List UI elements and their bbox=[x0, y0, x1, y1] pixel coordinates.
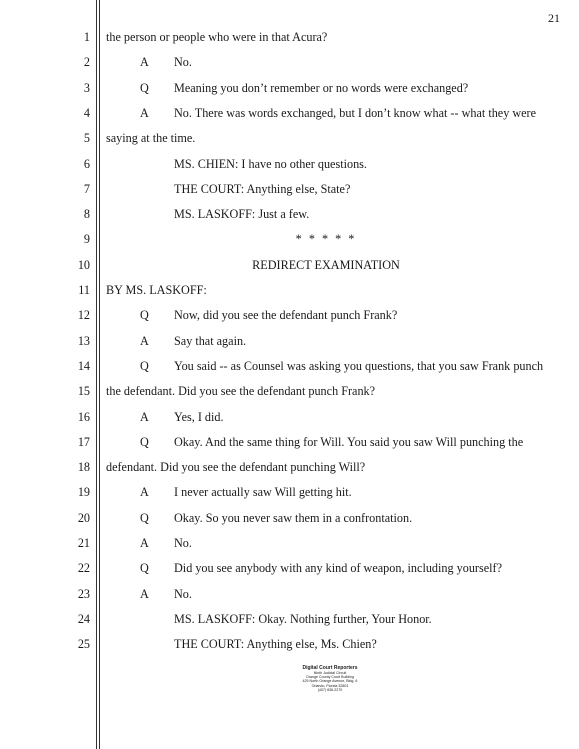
line-text: * * * * * bbox=[295, 232, 357, 247]
reporter-stamp-line: Orange County Court Building bbox=[306, 675, 354, 680]
transcript-line bbox=[0, 508, 579, 528]
reporter-stamp-line: Orlando, Florida 32801 bbox=[311, 683, 349, 688]
line-number: 13 bbox=[77, 333, 90, 348]
speaker-label: A bbox=[140, 333, 149, 348]
page-number: 21 bbox=[548, 11, 560, 25]
line-number: 9 bbox=[83, 232, 90, 247]
transcript-line bbox=[0, 584, 579, 604]
transcript-line bbox=[0, 179, 579, 199]
transcript-line bbox=[0, 78, 579, 98]
line-number: 2 bbox=[83, 55, 90, 70]
reporter-stamp bbox=[280, 665, 380, 692]
line-number: 14 bbox=[77, 358, 90, 373]
line-text: BY MS. LASKOFF: bbox=[106, 283, 207, 297]
transcript-line bbox=[0, 305, 579, 325]
transcript-line bbox=[0, 457, 579, 477]
line-number: 19 bbox=[77, 485, 90, 500]
speaker-label: A bbox=[140, 55, 149, 70]
transcript-line bbox=[0, 432, 579, 452]
line-text: No. bbox=[174, 586, 192, 601]
line-number: 25 bbox=[77, 637, 90, 652]
line-number: 1 bbox=[83, 30, 90, 44]
line-number: 12 bbox=[77, 308, 90, 323]
speaker-label: A bbox=[140, 409, 149, 424]
speaker-label: Q bbox=[140, 561, 149, 576]
line-text: the defendant. Did you see the defendant punch Frank? bbox=[106, 384, 376, 399]
transcript-line bbox=[0, 27, 579, 47]
reporter-stamp-line: (407) 836-2270 bbox=[317, 687, 343, 692]
transcript-line bbox=[0, 255, 579, 275]
transcript-line bbox=[0, 533, 579, 553]
line-number: 22 bbox=[77, 561, 90, 576]
line-number: 5 bbox=[83, 131, 90, 146]
line-text: MS. CHIEN: I have no other questions. bbox=[174, 156, 367, 171]
transcript-line bbox=[0, 381, 579, 401]
line-text: Did you see anybody with any kind of weapon, including yourself? bbox=[174, 561, 502, 576]
transcript-line bbox=[0, 407, 579, 427]
line-number: 21 bbox=[77, 536, 90, 550]
line-text: You said -- as Counsel was asking you questions, that you saw Frank punch bbox=[174, 358, 544, 373]
transcript-line bbox=[0, 103, 579, 123]
line-number: 4 bbox=[83, 105, 90, 120]
transcript-line bbox=[0, 128, 579, 148]
transcript-line bbox=[0, 52, 579, 72]
line-text: Say that again. bbox=[174, 333, 247, 348]
line-text: THE COURT: Anything else, State? bbox=[174, 181, 351, 196]
transcript-line bbox=[0, 154, 579, 174]
line-text: Okay. So you never saw them in a confrontation. bbox=[174, 510, 413, 525]
line-number: 15 bbox=[77, 384, 90, 399]
line-number: 3 bbox=[83, 80, 90, 95]
line-text: I never actually saw Will getting hit. bbox=[174, 485, 352, 500]
line-text: the person or people who were in that Acura? bbox=[106, 30, 328, 44]
transcript-line bbox=[0, 229, 579, 249]
line-number: 6 bbox=[83, 156, 90, 171]
line-text: saying at the time. bbox=[106, 131, 196, 146]
line-text: Meaning you don’t remember or no words were exchanged? bbox=[174, 80, 469, 95]
speaker-label: Q bbox=[140, 510, 149, 525]
line-number: 18 bbox=[77, 460, 90, 475]
line-number: 17 bbox=[77, 434, 90, 449]
line-text: MS. LASKOFF: Just a few. bbox=[174, 207, 310, 222]
transcript-line bbox=[0, 482, 579, 502]
transcript-line bbox=[0, 331, 579, 351]
reporter-stamp-line: Ninth Judicial Circuit bbox=[313, 671, 347, 675]
speaker-label: A bbox=[140, 536, 149, 550]
speaker-label: Q bbox=[140, 308, 149, 323]
line-text: Okay. And the same thing for Will. You said you saw Will punching the bbox=[174, 434, 524, 449]
transcript-line bbox=[0, 204, 579, 224]
line-text: REDIRECT EXAMINATION bbox=[252, 257, 400, 272]
line-number: 10 bbox=[77, 257, 90, 272]
transcript-line bbox=[0, 609, 579, 629]
line-text: No. bbox=[174, 55, 192, 70]
transcript-line bbox=[0, 634, 579, 654]
transcript-line bbox=[0, 356, 579, 376]
line-number: 8 bbox=[83, 207, 90, 222]
speaker-label: A bbox=[140, 586, 149, 601]
line-text: THE COURT: Anything else, Ms. Chien? bbox=[174, 637, 377, 652]
line-text: No. There was words exchanged, but I don’t know what -- what they were bbox=[174, 105, 537, 120]
line-number: 20 bbox=[77, 510, 90, 525]
speaker-label: Q bbox=[140, 434, 149, 449]
line-text: No. bbox=[174, 536, 192, 550]
line-number: 16 bbox=[77, 409, 90, 424]
transcript-line bbox=[0, 558, 579, 578]
line-number: 7 bbox=[83, 181, 90, 196]
line-text: MS. LASKOFF: Okay. Nothing further, Your Honor. bbox=[174, 611, 432, 626]
reporter-stamp-line: 425 North Orange Avenue, Bldg. 6 bbox=[302, 679, 358, 684]
line-number: 23 bbox=[77, 586, 90, 601]
line-text: defendant. Did you see the defendant punching Will? bbox=[106, 460, 366, 475]
transcript-line bbox=[0, 280, 579, 300]
line-number: 11 bbox=[78, 283, 90, 297]
speaker-label: A bbox=[140, 485, 149, 500]
line-text: Now, did you see the defendant punch Frank? bbox=[174, 308, 398, 323]
speaker-label: A bbox=[140, 105, 149, 120]
speaker-label: Q bbox=[140, 358, 149, 373]
reporter-stamp-title: Digital Court Reporters bbox=[302, 665, 358, 671]
line-text: Yes, I did. bbox=[174, 409, 224, 424]
line-number: 24 bbox=[77, 611, 90, 626]
speaker-label: Q bbox=[140, 80, 149, 95]
